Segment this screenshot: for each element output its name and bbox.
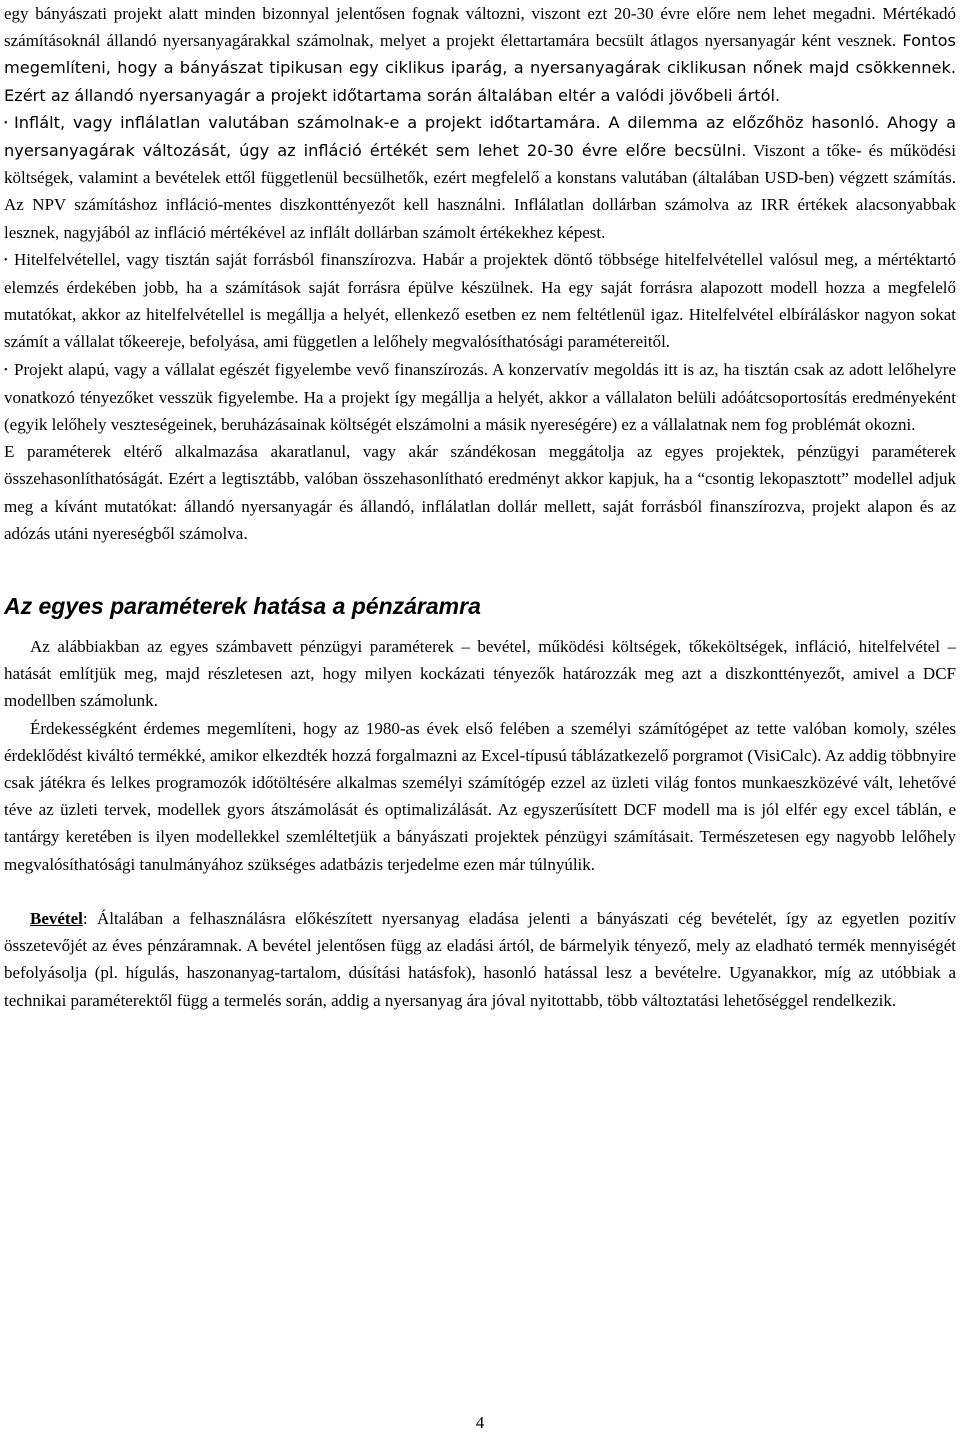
paragraph-text: : Általában a felhasználásra előkészített nyersanyag eladása jelenti a bányászati cég bevételét, így az egyetlen pozitív összetevőjét az éves pénzáramnak. A bevétel jelentősen függ az eladási ártól, de bármelyik tényező, mely az eladható termék mennyiségét befolyásolja (pl. hígulás, haszonanyag-tartalom, dúsítási hatásfok), hasonló hatással lesz a bevételre. Ugyanakkor, míg az utóbbiak a technikai paraméterektől függ a termelés során, addig a nyersanyag ára jóval nyitottabb, több változtatási lehetőséggel rendelkezik.: [4, 908, 956, 1010]
paragraph-text: Projekt alapú, vagy a vállalat egészét figyelembe vevő finanszírozás. A konzervatív megoldás itt is az, ha tisztán csak az adott lelőhelyre vonatkozó tényezőket vesszük figyelembe. Ha a projekt így megállja a helyét, akkor a vállalaton belüli adóátcsoportosítás eredményeként (egyik lelőhely veszteségeinek, beruházásainak költségét elszámolni a másik nyereségére) ez a vállalatnak nem fog problémát okozni.: [4, 359, 956, 435]
bullet-dot: •: [4, 254, 8, 266]
document-page: [4, 0, 956, 1014]
paragraph-financing: [4, 246, 956, 356]
paragraph-comparability: [4, 438, 956, 547]
paragraph-text: egy bányászati projekt alatt minden bizonnyal jelentősen fognak változni, viszont ezt 20-30 évre előre nem lehet megadni. Mértékadó számításoknál állandó nyersanyagárakkal számolnak, melyet a projekt élettartamára becsült átlagos nyersanyagár ként vesznek.: [4, 4, 956, 51]
paragraph-spacer: [4, 878, 956, 905]
paragraph-text-sans: Inflált, vagy inflálatlan valutában számolnak-e a projekt időtartamára. A dilemma az előzőhöz hasonló. Ahogy a nyersanyagárak változását, úgy az infláció értékét sem lehet 20-30 évre előre becsülni.: [4, 112, 956, 161]
bullet-dot: •: [4, 117, 8, 129]
bullet-dot: •: [4, 364, 8, 376]
paragraph-text: E paraméterek eltérő alkalmazása akaratlanul, vagy akár szándékosan meggátolja az egyes projektek, pénzügyi paraméterek összehasonlíthatóságát. Ezért a legtisztább, valóban összehasonlítható eredményt akkor kapjuk, ha a “csontig lekopasztott” modellel adjuk meg a kívánt mutatókat: állandó nyersanyagár és állandó, inflálatlan dollár mellett, saját forrásból finanszírozva, projekt alapon és az adózás utáni nyereségből számolva.: [4, 442, 956, 543]
paragraph-inflation: [4, 109, 956, 246]
paragraph-text: Érdekességként érdemes megemlíteni, hogy az 1980-as évek első felében a személyi számítógépet az tette valóban komoly, széles érdeklődést kiváltó termékké, amikor elkezdték hozzá forgalmazni az Excel-típusú táblázatkezelő porgramot (VisiCalc). Az addig többnyire csak játékra és lelkes programozók időtöltésére alkalmas személyi számítógép ezzel az üzleti világ fontos munkaeszközévé vált, lehetővé téve az üzleti tervek, modellek gyors átszámolását és optimalizálását. Az egyszerűsített DCF modell ma is jól elfér egy excel táblán, e tantárgy keretében is ilyen modellekkel szemléltetjük a bányászati projektek pénzügyi számításait. Természetesen egy nagyobb lelőhely megvalósíthatósági tanulmányához szükséges adatbázis terjedelme ezen már túlnyúlik.: [4, 718, 956, 874]
paragraph-text: Viszont a tőke- és működési költségek, valamint a bevételek ettől függetlenül becsülhetők, ezért megfelelő a konstans valutában (általában USD-ben) végzett számítás. Az NPV számításhoz infláció-mentes diszkonttényezőt kell használni.: [4, 141, 957, 215]
term-revenue: Bevétel: [30, 908, 83, 928]
paragraph-text: Hitelfelvétellel, vagy tisztán saját forrásból finanszírozva. Habár a projektek döntő többsége hitelfelvétellel valósul meg, a mértéktartó elemzés érdekében jobb, ha a számítások saját forrásra épülve készülnek. Ha egy saját forrásra alapozott modell hozza a megfelelő mutatókat, akkor az hitelfelvétellel is megállja a helyét, ellenkező esetben ez nem feltétlenül igaz. Hitelfelvétel elbíráláskor nagyon sokat számít a vállalat tőkeereje, befolyása, ami független a lelőhely megvalósíthatósági paramétereitől.: [4, 249, 956, 352]
paragraph-text: Inflálatlan dollárban számolva az IRR értékek alacsonyabbak lesznek, nagyjából az infláció mértékével az inflált dollárban számolt értékekhez képest.: [4, 195, 957, 242]
paragraph-text: Az alábbiakban az egyes számbavett pénzügyi paraméterek – bevétel, működési költségek, tőkeköltségek, infláció, hitelfelvétel – hatását említjük meg, majd részletesen azt, hogy milyen kockázati tényezők határozzák meg azt a diszkonttényezőt, amivel a DCF modellben számolunk.: [4, 637, 956, 711]
page-number: 4: [475, 1413, 485, 1432]
paragraph-commodity-price: [4, 0, 956, 109]
section-heading: Az egyes paraméterek hatása a pénzáramra: [4, 593, 481, 620]
paragraph-revenue: [4, 905, 956, 1014]
paragraph-visicalc: [4, 715, 956, 878]
paragraph-intro: [4, 633, 956, 715]
paragraph-project-based: [4, 356, 956, 439]
paragraph-text-sans: Fontos megemlíteni, hogy a bányászat tipikusan egy ciklikus iparág, a nyersanyagárak ciklikusan nőnek majd csökkennek. Ezért az állandó nyersanyagár a projekt időtartama során általában eltér a valódi jövőbeli ártól.: [4, 31, 956, 105]
